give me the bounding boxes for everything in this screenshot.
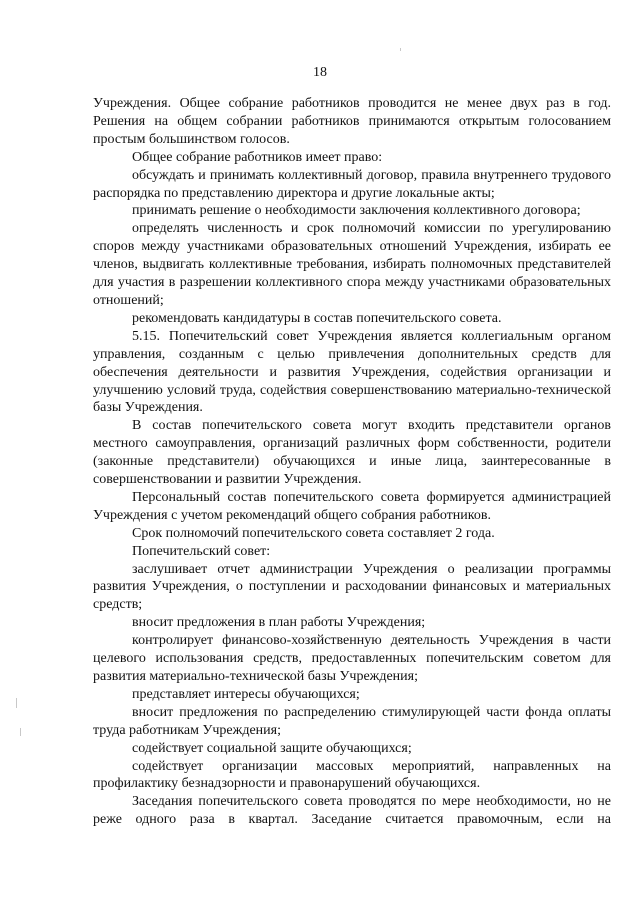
paragraph-assembly-rights-intro: Общее собрание работников имеет право:	[132, 149, 383, 165]
paragraph-council-powers-intro: Попечительский совет:	[132, 543, 271, 559]
paragraph-mass-events: содействует организации массовых мероприятий, направленных на профилактику безнадзорности и правонарушений обучающихся.	[93, 758, 611, 792]
page-number: 18	[313, 65, 327, 80]
paragraph-council-term: Срок полномочий попечительского совета составляет 2 года.	[132, 525, 495, 541]
paragraph-council-formation: Персональный состав попечительского совета формируется администрацией Учреждения с учетом рекомендаций общего собрания работников.	[93, 489, 611, 523]
paragraph-assembly-meetings: Учреждения. Общее собрание работников проводится не менее двух раз в год. Решения на общем собрании работников принимаются открытым голосованием простым большинством голосов.	[93, 96, 611, 147]
paragraph-agreement-decision: принимать решение о необходимости заключения коллективного договора;	[132, 203, 581, 219]
paragraph-hears-report: заслушивает отчет администрации Учреждения о реализации программы развития Учреждения, о поступлении и расходовании финансовых и материальных средств;	[93, 561, 611, 613]
paragraph-council-composition: В состав попечительского совета могут входить представители органов местного самоуправления, организаций различных форм собственности, родители (законные представители) обучающихся и иные лица, заинтересованные в совершенствовании и развитии Учреждения.	[93, 418, 611, 488]
paragraph-work-plan-proposals: вносит предложения в план работы Учреждения;	[132, 615, 426, 631]
scan-artifact-mark	[20, 728, 21, 736]
paragraph-dispute-commission: определять численность и срок полномочий комиссии по урегулированию споров между участниками образовательных отношений Учреждения, избирать ее членов, выдвигать коллективные требования, избирать полномочных представителей для участия в разрешении коллективного спора между участниками образовательных отношений;	[93, 221, 611, 308]
paragraph-incentive-fund: вносит предложения по распределению стимулирующей части фонда оплаты труда работникам Учреждения;	[93, 704, 611, 738]
paragraph-collective-agreement: обсуждать и принимать коллективный договор, правила внутреннего трудового распорядка по представлению директора и другие локальные акты;	[93, 167, 611, 201]
scan-artifact-mark	[16, 698, 17, 708]
paragraph-represents-interests: представляет интересы обучающихся;	[132, 686, 360, 702]
paragraph-section-5-15: 5.15. Попечительский совет Учреждения является коллегиальным органом управления, созданным с целью привлечения дополнительных средств для обеспечения деятельности и развития Учреждения, содействия организации и улучшению условий труда, содействия совершенствованию материально-технической базы Учреждения.	[93, 328, 611, 416]
paragraph-social-protection: содействует социальной защите обучающихся;	[132, 740, 412, 756]
scan-artifact-mark	[400, 48, 401, 51]
paragraph-council-meetings: Заседания попечительского совета проводятся по мере необходимости, но не реже одного раза в квартал. Заседание считается правомочным, если на	[93, 794, 611, 828]
paragraph-financial-control: контролирует финансово-хозяйственную деятельность Учреждения в части целевого использования средств, предоставленных попечительским советом для развития материально-технической базы Учреждения;	[93, 633, 611, 684]
paragraph-recommend-candidates: рекомендовать кандидатуры в состав попечительского совета.	[132, 310, 502, 326]
document-body	[93, 95, 611, 829]
